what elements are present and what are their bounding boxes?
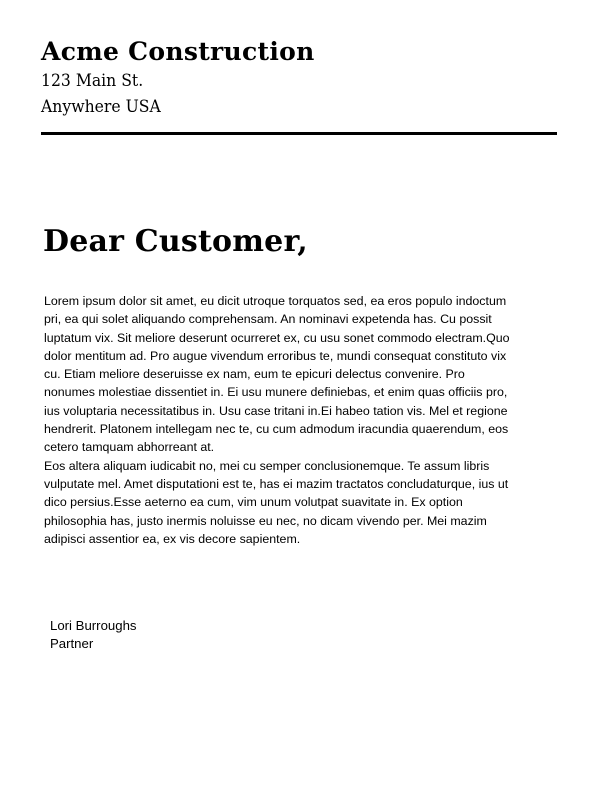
signature-block <box>50 617 137 653</box>
address-street: 123 Main St. <box>41 71 144 91</box>
body-paragraph-2: Eos altera aliquam iudicabit no, mei cu semper conclusionemque. Te assum libris vulputate mel. Amet disputationi est te, has ei mazim tractatos concludaturque, ius ut dico persius.Esse aeterno ea cum, vim unum volutpat suavitate in. Ex option philosophia has, justo inermis noluisse eu nec, no dicam vivendo per. Mei mazim adipisci assentior ea, ex vis decore sapientem. <box>44 458 509 546</box>
company-name: Acme Construction <box>41 37 315 66</box>
letterhead <box>41 36 557 120</box>
letterhead-divider <box>41 132 557 135</box>
signer-title: Partner <box>50 636 94 651</box>
body-paragraph-1: Lorem ipsum dolor sit amet, eu dicit utroque torquatos sed, ea eros populo indoctum pri, ea qui solet aliquando comprehensam. An nominavi expetenda has. Cu possit luptatum vix. Sit meliore deserunt ocurreret ex, cu usu sonet commodo electram.Quo dolor mentitum ad. Pro augue vivendum erroribus te, mundi consequat constituto vix cu. Etiam meliore deseruisse ex nam, eum te epicuri delectus convenire. Pro nonumes molestiae dissentiet in. Ei usu munere definiebas, et enim quas officiis pro, ius voluptaria necessitatibus in. Usu case tritani in.Ei habeo tation vis. Mel et regione hendrerit. Platonem intellegam nec te, cu cum admodum iracundia quaerendum, eos cetero tamquam abhorreant at. <box>44 294 510 455</box>
letter-body <box>44 292 514 548</box>
salutation: Dear Customer, <box>43 224 308 259</box>
address-city: Anywhere USA <box>41 97 161 117</box>
signer-name: Lori Burroughs <box>50 618 137 633</box>
